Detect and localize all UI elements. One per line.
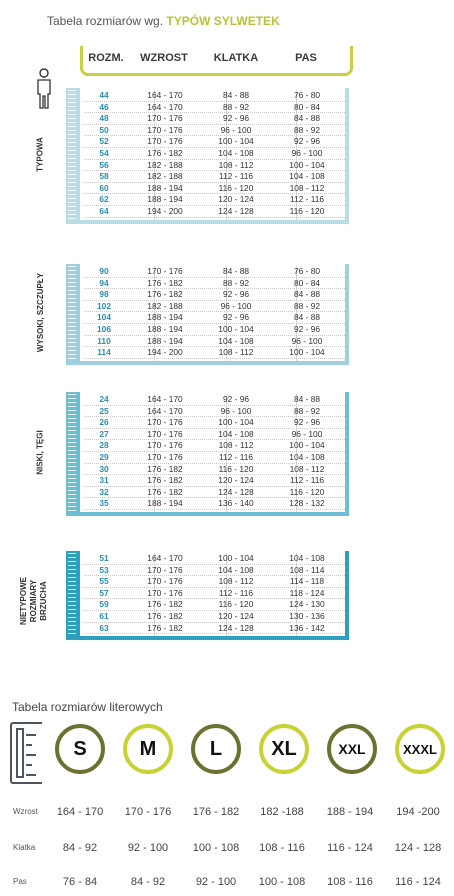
chest-cell: 124 - 128: [218, 486, 254, 497]
ruler-icon: [10, 722, 42, 784]
waist-cell: 84 - 88: [293, 113, 321, 124]
table-row: [84, 347, 345, 359]
measure-value: 124 - 128: [394, 842, 442, 854]
table-row: [84, 312, 345, 324]
height-cell: 188 - 194: [147, 312, 183, 323]
height-cell: 176 - 182: [147, 475, 183, 486]
height-cell: 182 - 188: [147, 159, 183, 170]
table-row: [84, 136, 345, 148]
height-cell: 188 - 194: [147, 335, 183, 346]
measure-value: 84 - 92: [130, 876, 166, 888]
chest-cell: 92 - 96: [222, 113, 250, 124]
height-cell: 188 - 194: [147, 323, 183, 334]
chest-cell: 84 - 88: [222, 266, 250, 276]
height-cell: 164 - 170: [147, 90, 183, 100]
waist-cell: 76 - 80: [293, 90, 321, 100]
chest-cell: 112 - 116: [218, 587, 254, 598]
height-cell: 176 - 182: [147, 277, 183, 288]
table-row: [84, 440, 345, 452]
chest-cell: 96 - 100: [220, 300, 252, 311]
group-label: TYPOWA: [35, 136, 45, 172]
height-cell: 182 - 188: [147, 300, 183, 311]
size-cell: 55: [99, 576, 109, 587]
chest-cell: 124 - 128: [218, 622, 254, 633]
waist-cell: 84 - 88: [293, 394, 321, 404]
chest-cell: 88 - 92: [222, 101, 250, 112]
waist-cell: 108 - 112: [289, 463, 325, 474]
measure-value: 100 - 108: [258, 876, 306, 888]
chest-cell: 104 - 108: [218, 335, 254, 346]
table-row: [84, 623, 345, 635]
size-cell: 29: [99, 451, 109, 462]
table-row: [84, 301, 345, 313]
table-row: [84, 611, 345, 623]
size-group: [66, 264, 349, 365]
table-row: [84, 487, 345, 499]
measure-value: 176 - 182: [192, 806, 240, 818]
size-cell: 30: [99, 463, 109, 474]
letter-table-title: Tabela rozmiarów literowych: [12, 700, 163, 714]
col-header-chest: KLATKA: [213, 52, 259, 64]
size-cell: 90: [99, 266, 109, 276]
size-cell: 35: [99, 498, 109, 509]
measure-value: 116 - 124: [327, 842, 373, 854]
size-cell: 102: [97, 300, 111, 311]
measure-value: 116 - 124: [395, 876, 441, 888]
table-row: [84, 406, 345, 418]
height-cell: 164 - 170: [147, 394, 183, 404]
size-cell: 54: [99, 147, 109, 158]
size-cell: 58: [99, 171, 109, 182]
group-label: WYSOKI, SZCZUPŁY: [35, 273, 45, 353]
chest-cell: 88 - 92: [222, 277, 250, 288]
title-prefix: Tabela rozmiarów wg.: [47, 14, 164, 28]
chest-cell: 100 - 104: [218, 553, 254, 563]
table-row: [84, 576, 345, 588]
size-group: [66, 392, 349, 516]
size-circle: [191, 724, 241, 774]
table-row: [84, 429, 345, 441]
waist-cell: 130 - 136: [289, 610, 325, 621]
size-cell: 106: [97, 323, 111, 334]
measure-value: 108 - 116: [259, 842, 305, 854]
waist-cell: 124 - 130: [289, 599, 325, 610]
table-row: [84, 289, 345, 301]
page-title: [47, 14, 280, 28]
chest-cell: 116 - 120: [218, 463, 254, 474]
height-cell: 194 - 200: [147, 347, 183, 358]
col-header-size: ROZM.: [88, 52, 124, 64]
height-cell: 170 - 176: [147, 451, 183, 462]
height-cell: 176 - 182: [147, 622, 183, 633]
chest-cell: 136 - 140: [218, 498, 254, 509]
size-cell: 53: [99, 564, 109, 575]
size-cell: 59: [99, 599, 109, 610]
waist-cell: 108 - 112: [289, 182, 325, 193]
table-row: [84, 125, 345, 137]
measure-value: 188 - 194: [326, 806, 374, 818]
height-cell: 170 - 176: [147, 113, 183, 124]
size-cell: 26: [99, 417, 109, 428]
size-cell: 60: [99, 182, 109, 193]
waist-cell: 80 - 84: [293, 277, 321, 288]
chest-cell: 108 - 112: [218, 159, 254, 170]
title-highlight: TYPÓW SYLWETEK: [166, 14, 280, 28]
height-cell: 170 - 176: [147, 124, 183, 135]
chest-cell: 120 - 124: [218, 475, 254, 486]
height-cell: 170 - 176: [147, 417, 183, 428]
waist-cell: 116 - 120: [289, 486, 325, 497]
waist-cell: 96 - 100: [291, 335, 323, 346]
chest-cell: 96 - 100: [220, 124, 252, 135]
size-cell: 31: [99, 475, 109, 486]
size-letter: XL: [271, 737, 297, 760]
size-circle: [327, 724, 377, 774]
table-row: [84, 90, 345, 102]
table-row: [84, 113, 345, 125]
height-cell: 170 - 176: [147, 266, 183, 276]
waist-cell: 96 - 100: [291, 428, 323, 439]
size-cell: 46: [99, 101, 109, 112]
size-cell: 63: [99, 622, 109, 633]
size-letter: M: [139, 737, 157, 760]
size-letter: XXL: [338, 741, 366, 757]
height-cell: 176 - 182: [147, 289, 183, 300]
height-cell: 170 - 176: [147, 136, 183, 147]
table-row: [84, 565, 345, 577]
waist-cell: 96 - 100: [291, 147, 323, 158]
table-row: [84, 102, 345, 114]
size-cell: 98: [99, 289, 109, 300]
size-letter: XXXL: [403, 741, 437, 757]
size-cell: 32: [99, 486, 109, 497]
chest-cell: 116 - 120: [218, 182, 254, 193]
measure-label: Wzrost: [13, 807, 38, 816]
table-row: [84, 475, 345, 487]
size-cell: 48: [99, 113, 109, 124]
waist-cell: 136 - 142: [289, 622, 325, 633]
table-row: [84, 183, 345, 195]
table-row: [84, 266, 345, 278]
col-header-height: WZROST: [140, 52, 188, 64]
table-row: [84, 206, 345, 218]
waist-cell: 88 - 92: [293, 405, 321, 416]
height-cell: 176 - 182: [147, 610, 183, 621]
size-cell: 44: [99, 90, 109, 100]
size-cell: 104: [97, 312, 111, 323]
height-cell: 170 - 176: [147, 428, 183, 439]
table-row: [84, 171, 345, 183]
measure-value: 84 - 92: [62, 842, 98, 854]
chest-cell: 108 - 112: [218, 576, 254, 587]
size-letter: L: [209, 737, 223, 760]
size-group: [66, 88, 349, 224]
waist-cell: 88 - 92: [293, 300, 321, 311]
table-row: [84, 498, 345, 510]
table-row: [84, 599, 345, 611]
waist-cell: 100 - 104: [289, 440, 325, 451]
waist-cell: 104 - 108: [289, 451, 325, 462]
size-cell: 64: [99, 205, 109, 216]
height-cell: 170 - 176: [147, 564, 183, 575]
table-row: [84, 588, 345, 600]
measure-value: 194 -200: [396, 806, 440, 818]
height-cell: 164 - 170: [147, 553, 183, 563]
measure-value: 164 - 170: [56, 806, 104, 818]
size-cell: 25: [99, 405, 109, 416]
chest-cell: 92 - 96: [222, 394, 250, 404]
chest-cell: 96 - 100: [220, 405, 252, 416]
chest-cell: 116 - 120: [218, 599, 254, 610]
chest-cell: 100 - 104: [218, 136, 254, 147]
measure-value: 92 - 100: [127, 842, 169, 854]
table-row: [84, 278, 345, 290]
table-row: [84, 452, 345, 464]
measure-value: 100 - 108: [192, 842, 240, 854]
chest-cell: 120 - 124: [218, 610, 254, 621]
measure-value: 76 - 84: [62, 876, 98, 888]
measure-value: 182 -188: [260, 806, 304, 818]
measure-label: Pas: [13, 877, 27, 886]
size-cell: 114: [97, 347, 111, 358]
group-label: NIETYPOWE ROZMIARY BRZUCHA: [19, 576, 48, 625]
table-row: [84, 148, 345, 160]
size-letter: S: [73, 737, 87, 760]
chest-cell: 108 - 112: [218, 440, 254, 451]
size-cell: 52: [99, 136, 109, 147]
chest-cell: 104 - 108: [218, 564, 254, 575]
waist-cell: 100 - 104: [289, 347, 325, 358]
waist-cell: 116 - 120: [289, 205, 325, 216]
size-circle: [395, 724, 445, 774]
size-group: [66, 551, 349, 640]
waist-cell: 118 - 124: [289, 587, 325, 598]
chest-cell: 100 - 104: [218, 323, 254, 334]
size-cell: 24: [99, 394, 109, 404]
table-row: [84, 160, 345, 172]
height-cell: 170 - 176: [147, 587, 183, 598]
measure-value: 108 - 116: [327, 876, 373, 888]
table-row: [84, 324, 345, 336]
waist-cell: 92 - 96: [293, 417, 321, 428]
height-cell: 170 - 176: [147, 576, 183, 587]
size-circle: [55, 724, 105, 774]
size-cell: 62: [99, 194, 109, 205]
size-circle: [123, 724, 173, 774]
chest-cell: 108 - 112: [218, 347, 254, 358]
chest-cell: 120 - 124: [218, 194, 254, 205]
waist-cell: 88 - 92: [293, 124, 321, 135]
height-cell: 164 - 170: [147, 405, 183, 416]
table-row: [84, 464, 345, 476]
waist-cell: 104 - 108: [289, 553, 325, 563]
height-cell: 194 - 200: [147, 205, 183, 216]
chest-cell: 92 - 96: [222, 289, 250, 300]
chest-cell: 92 - 96: [222, 312, 250, 323]
height-cell: 170 - 176: [147, 440, 183, 451]
waist-cell: 108 - 114: [289, 564, 325, 575]
waist-cell: 92 - 96: [293, 323, 321, 334]
chest-cell: 84 - 88: [222, 90, 250, 100]
height-cell: 176 - 182: [147, 147, 183, 158]
waist-cell: 92 - 96: [293, 136, 321, 147]
size-cell: 51: [99, 553, 109, 563]
measure-value: 92 - 100: [195, 876, 237, 888]
measure-label: Klatka: [13, 843, 36, 852]
group-label: NISKI, TĘGI: [35, 430, 45, 475]
height-cell: 188 - 194: [147, 498, 183, 509]
waist-cell: 112 - 116: [289, 475, 325, 486]
size-cell: 61: [99, 610, 109, 621]
waist-cell: 100 - 104: [289, 159, 325, 170]
table-row: [84, 336, 345, 348]
table-row: [84, 394, 345, 406]
size-cell: 57: [99, 587, 109, 598]
height-cell: 176 - 182: [147, 599, 183, 610]
chest-cell: 104 - 108: [218, 147, 254, 158]
size-cell: 94: [99, 277, 109, 288]
waist-cell: 80 - 84: [293, 101, 321, 112]
size-circle: [259, 724, 309, 774]
height-cell: 176 - 182: [147, 463, 183, 474]
size-cell: 28: [99, 440, 109, 451]
col-header-waist: PAS: [295, 52, 317, 64]
height-cell: 176 - 182: [147, 486, 183, 497]
table-row: [84, 417, 345, 429]
chest-cell: 112 - 116: [218, 171, 254, 182]
size-cell: 56: [99, 159, 109, 170]
table-row: [84, 553, 345, 565]
measure-value: 170 - 176: [124, 806, 172, 818]
waist-cell: 84 - 88: [293, 289, 321, 300]
table-row: [84, 194, 345, 206]
chest-cell: 112 - 116: [218, 451, 254, 462]
chest-cell: 104 - 108: [218, 428, 254, 439]
waist-cell: 84 - 88: [293, 312, 321, 323]
height-cell: 164 - 170: [147, 101, 183, 112]
waist-cell: 128 - 132: [289, 498, 325, 509]
size-cell: 27: [99, 428, 109, 439]
height-cell: 182 - 188: [147, 171, 183, 182]
chest-cell: 124 - 128: [218, 205, 254, 216]
waist-cell: 112 - 116: [289, 194, 325, 205]
height-cell: 188 - 194: [147, 182, 183, 193]
waist-cell: 76 - 80: [293, 266, 321, 276]
size-cell: 110: [97, 335, 111, 346]
height-cell: 188 - 194: [147, 194, 183, 205]
waist-cell: 104 - 108: [289, 171, 325, 182]
waist-cell: 114 - 118: [289, 576, 325, 587]
chest-cell: 100 - 104: [218, 417, 254, 428]
size-cell: 50: [99, 124, 109, 135]
